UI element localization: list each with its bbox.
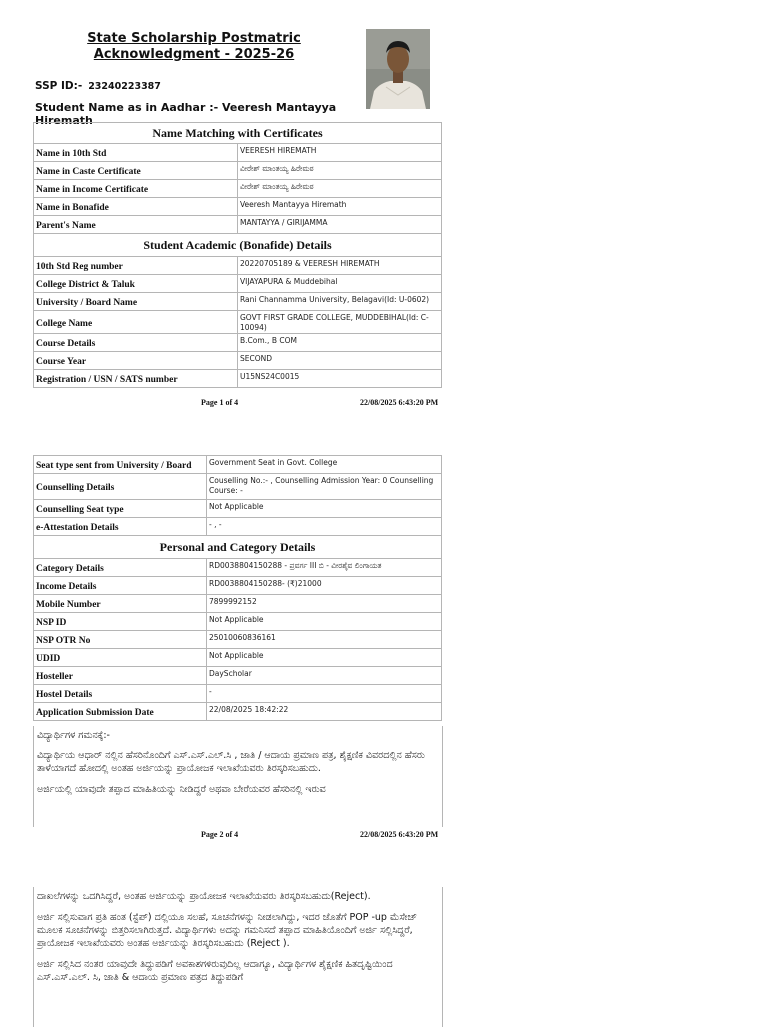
student-notice-continued xyxy=(33,887,443,1027)
section-heading-personal: Personal and Category Details xyxy=(34,536,442,559)
row-label: Hosteller xyxy=(34,667,207,685)
row-label: College District & Taluk xyxy=(34,275,238,293)
table-row xyxy=(34,667,442,685)
student-name: Student Name as in Aadhar :- Veeresh Mantayya Hiremath xyxy=(35,101,337,125)
row-label: Registration / USN / SATS number xyxy=(34,370,238,388)
row-value: Not Applicable xyxy=(207,613,442,631)
notice-paragraph: ಅರ್ಜಿಯಲ್ಲಿ ಯಾವುದೇ ತಪ್ಪಾದ ಮಾಹಿತಿಯನ್ನು ನೀಡಿದ್ದರೆ ಅಥವಾ ಬೇರೆಯವರ ಹೆಸರಿನಲ್ಲಿ ಇರುವ xyxy=(37,784,326,795)
row-value: ವೀರೇಶ್ ಮಾಂತಯ್ಯ ಹಿರೇಮಠ xyxy=(238,162,442,180)
table-row xyxy=(34,577,442,595)
row-value: MANTAYYA / GIRIJAMMA xyxy=(238,216,442,234)
row-value: - xyxy=(207,685,442,703)
row-label: Name in Income Certificate xyxy=(34,180,238,198)
notice-paragraph: ವಿದ್ಯಾರ್ಥಿಯ ಆಧಾರ್ ನಲ್ಲಿನ ಹೆಸರಿನೊಂದಿಗೆ ಎಸ್.ಎಸ್.ಎಲ್.ಸಿ , ಜಾತಿ / ಆದಾಯ ಪ್ರಮಾಣ ಪತ್ರ, ಶೈಕ್ಷಣಿಕ ವಿವರದಲ್ಲಿನ ಹೆಸರು ತಾಳೆಯಾಗದೆ ಹೋದಲ್ಲಿ ಅಂತಹ ಅರ್ಜಿಯನ್ನು ಪ್ರಾಯೋಜಕ ಇಲಾಖೆಯವರು ತಿರಸ್ಕರಿಸಬಹುದು. xyxy=(37,750,425,774)
row-value: Not Applicable xyxy=(207,500,442,518)
row-label: Name in Caste Certificate xyxy=(34,162,238,180)
student-photo xyxy=(366,29,430,109)
row-value: DayScholar xyxy=(207,667,442,685)
table-row xyxy=(34,198,442,216)
row-value: 7899992152 xyxy=(207,595,442,613)
table-row xyxy=(34,216,442,234)
row-value: B.Com., B COM xyxy=(238,334,442,352)
name-academic-table xyxy=(33,122,442,388)
row-value: - , - xyxy=(207,518,442,536)
row-value: Government Seat in Govt. College xyxy=(207,456,442,474)
table-row xyxy=(34,257,442,275)
row-label: Hostel Details xyxy=(34,685,207,703)
row-value: Not Applicable xyxy=(207,649,442,667)
row-label: Counselling Details xyxy=(34,474,207,500)
notice-paragraph: ಅರ್ಜಿ ಸಲ್ಲಿಸಿದ ನಂತರ ಯಾವುದೇ ತಿದ್ದುಪಡಿಗೆ ಅವಕಾಶಗಳಿರುವುದಿಲ್ಲ ಆದಾಗ್ಯೂ, ವಿದ್ಯಾರ್ಥಿಗಳ ಶೈಕ್ಷಣಿಕ ಹಿತದೃಷ್ಟಿಯಿಂದ ಎಸ್.ಎಸ್.ಎಲ್. ಸಿ, ಜಾತಿ & ಆದಾಯ ಪ್ರಮಾಣ ಪತ್ರದ ತಿದ್ದುಪಡಿಗೆ xyxy=(37,959,393,983)
row-value: Rani Channamma University, Belagavi(Id: U-0602) xyxy=(238,293,442,311)
row-value: ವೀರೇಶ್ ಮಾಂತಯ್ಯ ಹಿರೇಮಠ xyxy=(238,180,442,198)
ssp-id xyxy=(35,80,161,92)
row-label: Course Year xyxy=(34,352,238,370)
title-line-2: Acknowledgment - 2025-26 xyxy=(93,47,295,62)
title-line-1: State Scholarship Postmatric xyxy=(87,31,301,46)
student-notice xyxy=(33,726,443,827)
print-datetime: 22/08/2025 6:43:20 PM xyxy=(360,830,439,839)
row-value: RD0038804150288 - ಪ್ರವರ್ಗ III ಬಿ - ವೀರಶೈವ ಲಿಂಗಾಯತ xyxy=(207,559,442,577)
section-heading-academic: Student Academic (Bonafide) Details xyxy=(34,234,442,257)
row-label: Name in 10th Std xyxy=(34,144,238,162)
row-label: Mobile Number xyxy=(34,595,207,613)
ssp-id-label: SSP ID:- xyxy=(35,80,83,92)
notice-paragraph: ಅರ್ಜಿ ಸಲ್ಲಿಸುವಾಗ ಪ್ರತಿ ಹಂತ (ಸ್ಟೆಪ್) ದಲ್ಲಿಯೂ ಸಲಹೆ, ಸೂಚನೆಗಳನ್ನು ನೀಡಲಾಗಿದ್ದು, ಇದರ ಜೊತೆಗೆ POP -up ಮೆಸೇಜ್ ಮೂಲಕ ಸೂಚನೆಗಳನ್ನು ಬಿತ್ತರಿಸಲಾಗಿರುತ್ತದೆ. ವಿದ್ಯಾರ್ಥಿಗಳು ಅದನ್ನು ಗಮನಿಸದೆ ತಪ್ಪಾದ ಮಾಹಿತಿಯೊಂದಿಗೆ ಅರ್ಜಿ ಸಲ್ಲಿಸಿದ್ದರೆ, ಪ್ರಾಯೋಜಕ ಇಲಾಖೆಯವರು ಅಂತಹ ಅರ್ಜಿಯನ್ನು ತಿರಸ್ಕರಿಸಬಹುದು (Reject ). xyxy=(37,912,418,949)
section-heading-name-matching: Name Matching with Certificates xyxy=(34,123,442,144)
notice-paragraph: ದಾಖಲೆಗಳನ್ನು ಒದಗಿಸಿದ್ದರೆ, ಅಂತಹ ಅರ್ಜಿಯನ್ನು ಪ್ರಾಯೋಜಕ ಇಲಾಖೆಯವರು ತಿರಸ್ಕರಿಸಬಹುದು(Reject). xyxy=(37,891,371,902)
row-label: Name in Bonafide xyxy=(34,198,238,216)
row-label: 10th Std Reg number xyxy=(34,257,238,275)
table-row xyxy=(34,474,442,500)
table-row xyxy=(34,456,442,474)
row-value: GOVT FIRST GRADE COLLEGE, MUDDEBIHAL(Id: C-10094) xyxy=(238,311,442,334)
row-label: NSP ID xyxy=(34,613,207,631)
table-row xyxy=(34,275,442,293)
table-row xyxy=(34,293,442,311)
table-row xyxy=(34,685,442,703)
row-label: Application Submission Date xyxy=(34,703,207,721)
row-value: Veeresh Mantayya Hiremath xyxy=(238,198,442,216)
row-value: Couselling No.:- , Counselling Admission Year: 0 Counselling Course: - xyxy=(207,474,442,500)
table-row xyxy=(34,703,442,721)
row-value: 20220705189 & VEERESH HIREMATH xyxy=(238,257,442,275)
row-label: University / Board Name xyxy=(34,293,238,311)
row-value: RD0038804150288- (₹)21000 xyxy=(207,577,442,595)
table-row xyxy=(34,370,442,388)
table-row xyxy=(34,595,442,613)
notice-heading: ವಿದ್ಯಾರ್ಥಿಗಳ ಗಮನಕ್ಕೆ:- xyxy=(37,730,110,741)
table-row xyxy=(34,311,442,334)
table-row xyxy=(34,162,442,180)
row-value: SECOND xyxy=(238,352,442,370)
page-number: Page 1 of 4 xyxy=(201,398,239,407)
row-label: Income Details xyxy=(34,577,207,595)
seat-personal-table xyxy=(33,455,442,721)
row-label: Course Details xyxy=(34,334,238,352)
table-row xyxy=(34,613,442,631)
table-row xyxy=(34,649,442,667)
row-label: Parent's Name xyxy=(34,216,238,234)
row-value: U15NS24C0015 xyxy=(238,370,442,388)
row-value: 22/08/2025 18:42:22 xyxy=(207,703,442,721)
table-row xyxy=(34,144,442,162)
ssp-id-value: 23240223387 xyxy=(88,81,161,92)
table-row xyxy=(34,180,442,198)
row-value: VIJAYAPURA & Muddebihal xyxy=(238,275,442,293)
row-label: NSP OTR No xyxy=(34,631,207,649)
row-label: College Name xyxy=(34,311,238,334)
row-value: 25010060836161 xyxy=(207,631,442,649)
row-label: Category Details xyxy=(34,559,207,577)
row-label: Counselling Seat type xyxy=(34,500,207,518)
print-datetime: 22/08/2025 6:43:20 PM xyxy=(360,398,439,407)
row-label: Seat type sent from University / Board xyxy=(34,456,207,474)
table-row xyxy=(34,559,442,577)
row-value: VEERESH HIREMATH xyxy=(238,144,442,162)
table-row xyxy=(34,500,442,518)
page-title xyxy=(60,31,328,63)
row-label: e-Attestation Details xyxy=(34,518,207,536)
table-row xyxy=(34,518,442,536)
page-number: Page 2 of 4 xyxy=(201,830,239,839)
table-row xyxy=(34,352,442,370)
table-row xyxy=(34,631,442,649)
table-row xyxy=(34,334,442,352)
row-label: UDID xyxy=(34,649,207,667)
